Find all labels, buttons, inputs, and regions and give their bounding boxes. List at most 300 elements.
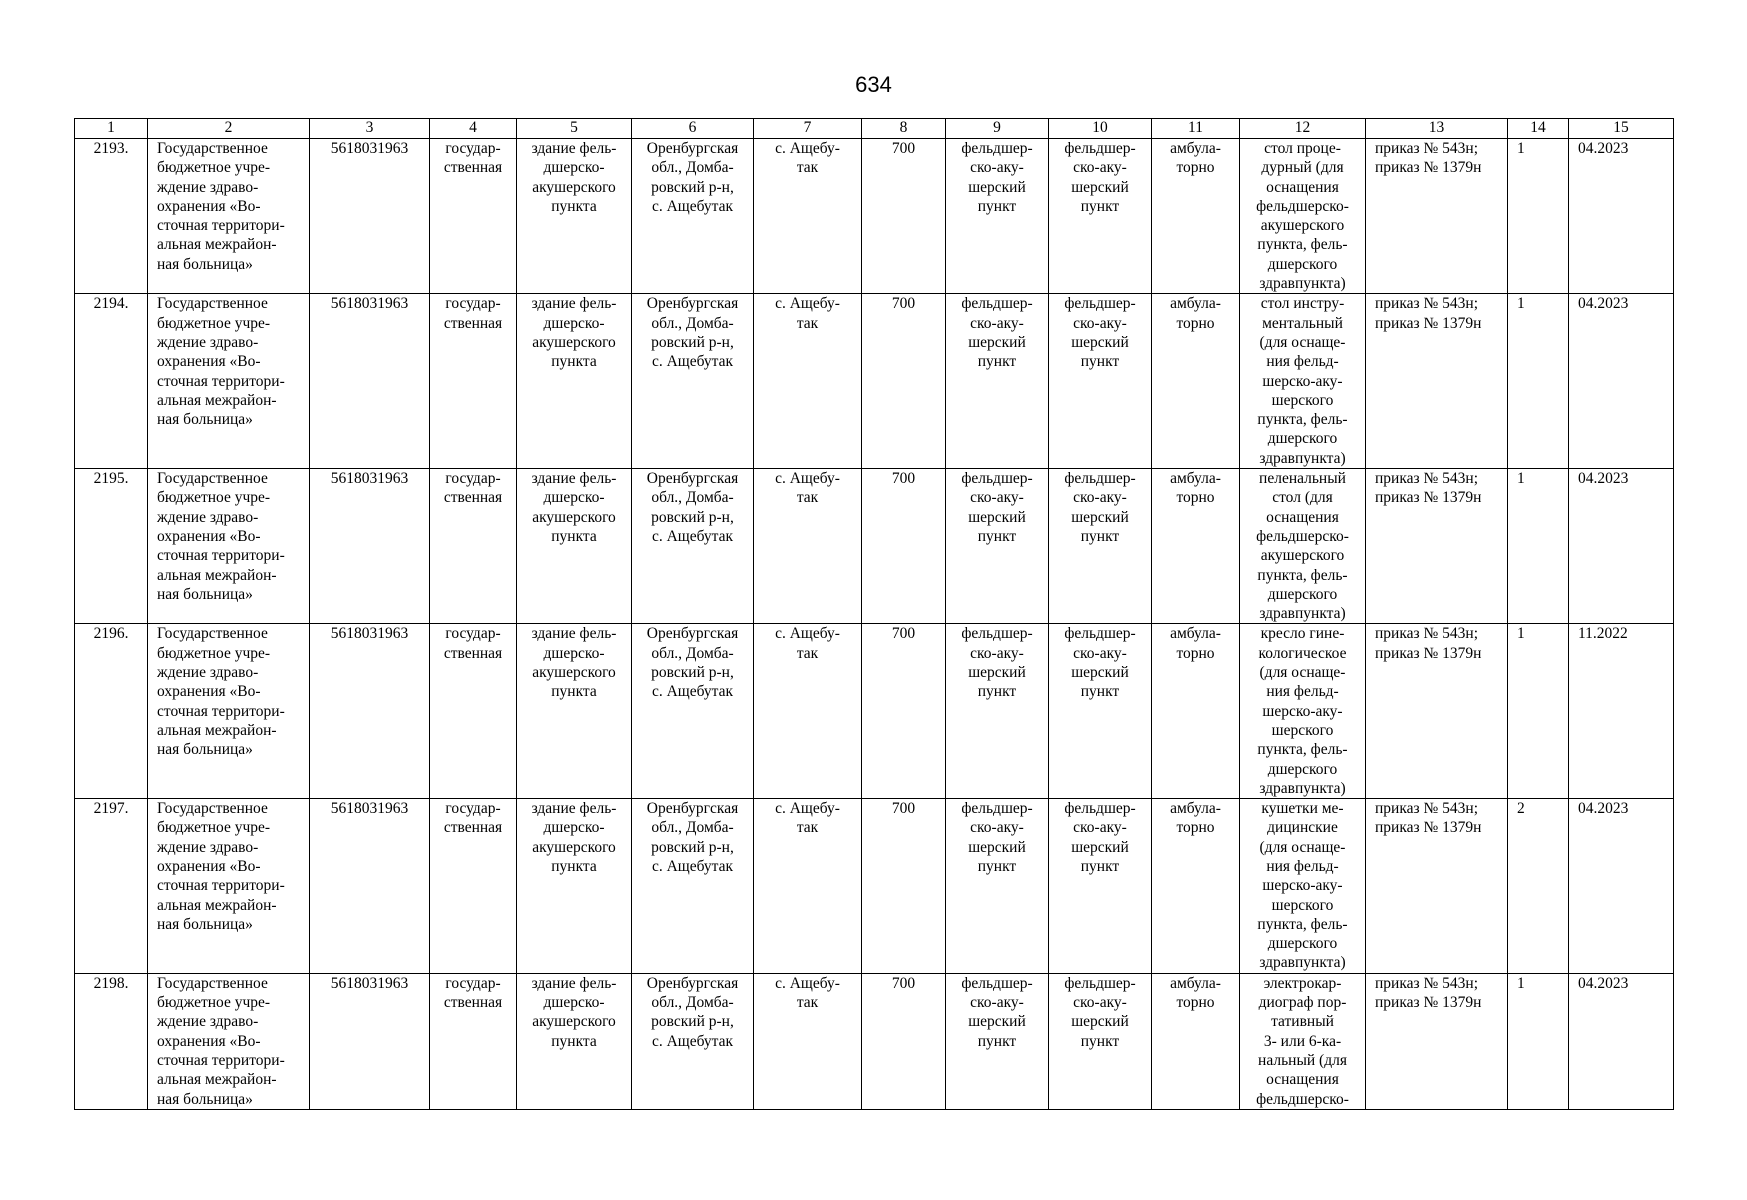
facility-type-line: пункт (977, 527, 1017, 545)
equipment-cell (1240, 973, 1366, 1109)
locality-line: с. Ащебу- (775, 470, 840, 488)
equipment-line: дшерского (1267, 935, 1338, 953)
facility-type-line: пункт (977, 857, 1017, 875)
address-line: Оренбургская (646, 470, 739, 488)
building-line: акушерского (532, 178, 616, 196)
organization-line: сточная территори- (157, 702, 285, 720)
table-row (75, 624, 1674, 799)
facility-subtype-line: фельдшер- (1064, 625, 1136, 643)
column-header-9: 9 (946, 119, 1049, 139)
organization-line: ждение здраво- (157, 838, 259, 856)
population-cell: 700 (862, 973, 946, 1109)
equipment-line: (для оснаще- (1259, 838, 1346, 856)
care-form-cell (1152, 469, 1240, 624)
equipment-line: здравпункта) (1259, 449, 1346, 467)
equipment-line: дурный (для (1261, 159, 1344, 177)
locality-cell (754, 973, 862, 1109)
ownership-cell (430, 469, 517, 624)
address-line: ровский р-н, (651, 178, 734, 196)
facility-subtype-line: пункт (1080, 1032, 1120, 1050)
facility-type-line: ско-аку- (970, 314, 1024, 332)
inn-cell: 5618031963 (310, 139, 430, 294)
record-number-cell: 2193. (75, 139, 148, 294)
building-cell (517, 469, 632, 624)
equipment-line: дшерского (1267, 430, 1338, 448)
ownership-cell (430, 973, 517, 1109)
building-line: пункта (551, 353, 597, 371)
facility-type-line: фельдшер- (961, 295, 1033, 313)
column-header-13: 13 (1366, 119, 1508, 139)
building-line: здание фель- (531, 974, 617, 992)
organization-line: бюджетное учре- (157, 819, 271, 837)
facility-subtype-line: фельдшер- (1064, 470, 1136, 488)
equipment-line: шерского (1271, 721, 1334, 739)
locality-line: так (796, 159, 819, 177)
population-cell: 700 (862, 139, 946, 294)
equipment-line: оснащения (1266, 1071, 1339, 1089)
organization-line: ная больница» (157, 1090, 253, 1108)
building-cell (517, 799, 632, 974)
facility-type-cell (946, 294, 1049, 469)
care-form-line: амбула- (1170, 140, 1221, 157)
column-header-15: 15 (1569, 119, 1674, 139)
organization-cell (148, 799, 310, 974)
equipment-line: здравпункта) (1259, 779, 1346, 797)
equipment-line: дшерского (1267, 255, 1338, 273)
ownership-line: ственная (443, 644, 503, 662)
building-cell (517, 624, 632, 799)
organization-line: охранения «Во- (157, 197, 261, 215)
record-number-cell: 2194. (75, 294, 148, 469)
organization-line: охранения «Во- (157, 527, 261, 545)
care-form-cell (1152, 139, 1240, 294)
building-cell (517, 139, 632, 294)
organization-line: охранения «Во- (157, 857, 261, 875)
table-row (75, 139, 1674, 294)
ownership-line: ственная (443, 159, 503, 177)
column-header-11: 11 (1152, 119, 1240, 139)
equipment-line: пункта, фель- (1257, 741, 1348, 759)
record-number-cell: 2197. (75, 799, 148, 974)
equipment-line: ния фельд- (1266, 683, 1339, 701)
facility-subtype-cell (1049, 139, 1152, 294)
equipment-cell (1240, 294, 1366, 469)
equipment-line: ния фельд- (1266, 857, 1339, 875)
facility-subtype-line: пункт (1080, 857, 1120, 875)
table-body (75, 139, 1674, 1110)
building-line: дшерско- (543, 314, 605, 332)
organization-cell (148, 139, 310, 294)
address-line: обл., Домба- (651, 489, 734, 507)
equipment-line: кологическое (1258, 644, 1347, 662)
organization-line: альная межрайон- (157, 391, 277, 409)
care-form-cell (1152, 624, 1240, 799)
locality-line: так (796, 994, 819, 1012)
facility-type-line: пункт (977, 1032, 1017, 1050)
equipment-line: оснащения (1266, 508, 1339, 526)
building-line: пункта (551, 683, 597, 701)
organization-line: Государственное (157, 974, 268, 992)
facility-subtype-line: шерский (1071, 1013, 1129, 1031)
quantity-cell: 2 (1508, 799, 1569, 974)
orders-line: приказ № 543н; (1375, 974, 1479, 992)
equipment-line: стол инстру- (1260, 295, 1345, 313)
column-header-2: 2 (148, 119, 310, 139)
facility-type-line: пункт (977, 353, 1017, 371)
organization-line: сточная территори- (157, 372, 285, 390)
orders-cell (1366, 294, 1508, 469)
locality-line: с. Ащебу- (775, 295, 840, 313)
locality-cell (754, 799, 862, 974)
organization-line: Государственное (157, 470, 268, 488)
facility-subtype-line: ско-аку- (1073, 314, 1127, 332)
equipment-line: дицинские (1267, 819, 1338, 837)
facility-type-line: ско-аку- (970, 644, 1024, 662)
facility-type-line: пункт (977, 683, 1017, 701)
address-cell (632, 799, 754, 974)
orders-line: приказ № 543н; (1375, 800, 1479, 818)
organization-line: сточная территори- (157, 1051, 285, 1069)
column-header-14: 14 (1508, 119, 1569, 139)
record-number-cell: 2196. (75, 624, 148, 799)
building-cell (517, 973, 632, 1109)
address-line: обл., Домба- (651, 159, 734, 177)
facility-type-line: фельдшер- (961, 974, 1033, 992)
organization-line: ждение здраво- (157, 333, 259, 351)
population-cell: 700 (862, 799, 946, 974)
organization-line: бюджетное учре- (157, 489, 271, 507)
building-line: здание фель- (531, 140, 617, 157)
locality-line: так (796, 644, 819, 662)
facility-type-line: ско-аку- (970, 489, 1024, 507)
facility-subtype-line: фельдшер- (1064, 800, 1136, 818)
building-line: здание фель- (531, 295, 617, 313)
organization-line: ждение здраво- (157, 178, 259, 196)
organization-line: альная межрайон- (157, 566, 277, 584)
orders-line: приказ № 1379н (1375, 489, 1482, 507)
orders-line: приказ № 1379н (1375, 159, 1482, 177)
equipment-line: электрокар- (1263, 974, 1342, 992)
facility-type-cell (946, 139, 1049, 294)
organization-line: ждение здраво- (157, 664, 259, 682)
facility-type-line: фельдшер- (961, 140, 1033, 157)
equipment-line: тативный (1271, 1013, 1334, 1031)
building-line: здание фель- (531, 800, 617, 818)
inn-cell: 5618031963 (310, 469, 430, 624)
date-cell: 11.2022 (1569, 624, 1674, 799)
orders-cell (1366, 139, 1508, 294)
building-line: дшерско- (543, 819, 605, 837)
care-form-line: торно (1176, 994, 1215, 1012)
organization-line: бюджетное учре- (157, 314, 271, 332)
equipment-line: пункта, фель- (1257, 411, 1348, 429)
facility-type-cell (946, 624, 1049, 799)
table-row (75, 469, 1674, 624)
organization-line: ная больница» (157, 255, 253, 273)
facility-subtype-line: шерский (1071, 178, 1129, 196)
equipment-line: пункта, фель- (1257, 236, 1348, 254)
orders-line: приказ № 1379н (1375, 819, 1482, 837)
building-line: дшерско- (543, 489, 605, 507)
orders-cell (1366, 973, 1508, 1109)
column-header-1: 1 (75, 119, 148, 139)
column-header-4: 4 (430, 119, 517, 139)
orders-line: приказ № 543н; (1375, 470, 1479, 488)
care-form-line: торно (1176, 314, 1215, 332)
table-row (75, 799, 1674, 974)
facility-type-line: шерский (968, 178, 1026, 196)
population-cell: 700 (862, 294, 946, 469)
locality-line: так (796, 314, 819, 332)
column-header-7: 7 (754, 119, 862, 139)
equipment-line: нальный (для (1258, 1051, 1347, 1069)
facility-subtype-cell (1049, 973, 1152, 1109)
facility-type-line: фельдшер- (961, 800, 1033, 818)
equipment-line: шерского (1271, 896, 1334, 914)
address-line: ровский р-н, (651, 1013, 734, 1031)
address-line: обл., Домба- (651, 314, 734, 332)
organization-line: сточная территори- (157, 877, 285, 895)
inn-cell: 5618031963 (310, 294, 430, 469)
building-line: здание фель- (531, 470, 617, 488)
organization-line: охранения «Во- (157, 683, 261, 701)
column-header-5: 5 (517, 119, 632, 139)
organization-line: бюджетное учре- (157, 644, 271, 662)
ownership-cell (430, 139, 517, 294)
equipment-cell (1240, 624, 1366, 799)
building-line: дшерско- (543, 994, 605, 1012)
equipment-line: (для оснаще- (1259, 664, 1346, 682)
ownership-line: государ- (445, 625, 501, 643)
table-row (75, 294, 1674, 469)
date-cell: 04.2023 (1569, 139, 1674, 294)
ownership-line: государ- (445, 140, 501, 157)
organization-line: ная больница» (157, 411, 253, 429)
organization-line: ная больница» (157, 585, 253, 603)
organization-cell (148, 624, 310, 799)
address-line: обл., Домба- (651, 994, 734, 1012)
inn-cell: 5618031963 (310, 624, 430, 799)
building-line: акушерского (532, 664, 616, 682)
organization-line: Государственное (157, 625, 268, 643)
equipment-line: шерско-аку- (1262, 702, 1343, 720)
equipment-line: пункта, фель- (1257, 566, 1348, 584)
address-cell (632, 624, 754, 799)
equipment-line: шерско-аку- (1262, 877, 1343, 895)
orders-cell (1366, 799, 1508, 974)
organization-line: бюджетное учре- (157, 994, 271, 1012)
address-line: с. Ащебутак (651, 683, 734, 701)
column-header-10: 10 (1049, 119, 1152, 139)
record-number-cell: 2198. (75, 973, 148, 1109)
orders-cell (1366, 624, 1508, 799)
facility-subtype-cell (1049, 624, 1152, 799)
organization-line: сточная территори- (157, 217, 285, 235)
equipment-line: ния фельд- (1266, 353, 1339, 371)
facility-type-line: ско-аку- (970, 994, 1024, 1012)
facility-type-cell (946, 799, 1049, 974)
facility-subtype-line: пункт (1080, 197, 1120, 215)
equipment-cell (1240, 799, 1366, 974)
facility-type-line: ско-аку- (970, 819, 1024, 837)
building-line: акушерского (532, 838, 616, 856)
address-line: с. Ащебутак (651, 857, 734, 875)
facility-subtype-line: ско-аку- (1073, 819, 1127, 837)
facility-subtype-line: ско-аку- (1073, 159, 1127, 177)
address-line: Оренбургская (646, 295, 739, 313)
facility-subtype-cell (1049, 294, 1152, 469)
building-cell (517, 294, 632, 469)
orders-line: приказ № 1379н (1375, 644, 1482, 662)
locality-line: так (796, 819, 819, 837)
address-line: Оренбургская (646, 974, 739, 992)
address-line: Оренбургская (646, 800, 739, 818)
facility-subtype-line: фельдшер- (1064, 295, 1136, 313)
registry-table (74, 118, 1674, 1110)
facility-type-line: ско-аку- (970, 159, 1024, 177)
address-cell (632, 139, 754, 294)
orders-line: приказ № 543н; (1375, 295, 1479, 313)
building-line: здание фель- (531, 625, 617, 643)
care-form-line: амбула- (1170, 800, 1221, 818)
facility-subtype-line: ско-аку- (1073, 489, 1127, 507)
locality-cell (754, 139, 862, 294)
address-cell (632, 469, 754, 624)
organization-line: альная межрайон- (157, 721, 277, 739)
quantity-cell: 1 (1508, 624, 1569, 799)
page-number: 634 (855, 72, 892, 97)
organization-cell (148, 294, 310, 469)
locality-line: с. Ащебу- (775, 625, 840, 643)
address-cell (632, 973, 754, 1109)
care-form-line: амбула- (1170, 295, 1221, 313)
record-number-cell: 2195. (75, 469, 148, 624)
address-line: Оренбургская (646, 625, 739, 643)
facility-subtype-line: ско-аку- (1073, 994, 1127, 1012)
organization-line: ждение здраво- (157, 1013, 259, 1031)
facility-subtype-line: шерский (1071, 333, 1129, 351)
care-form-line: амбула- (1170, 625, 1221, 643)
facility-subtype-cell (1049, 799, 1152, 974)
equipment-line: 3- или 6-ка- (1263, 1032, 1342, 1050)
equipment-line: здравпункта) (1259, 605, 1346, 623)
care-form-cell (1152, 799, 1240, 974)
date-cell: 04.2023 (1569, 799, 1674, 974)
inn-cell: 5618031963 (310, 973, 430, 1109)
address-line: ровский р-н, (651, 333, 734, 351)
organization-line: альная межрайон- (157, 896, 277, 914)
facility-type-line: шерский (968, 508, 1026, 526)
ownership-line: государ- (445, 800, 501, 818)
facility-subtype-line: фельдшер- (1064, 974, 1136, 992)
facility-type-line: фельдшер- (961, 625, 1033, 643)
equipment-line: здравпункта) (1259, 954, 1346, 972)
date-cell: 04.2023 (1569, 973, 1674, 1109)
orders-line: приказ № 1379н (1375, 314, 1482, 332)
organization-line: Государственное (157, 295, 268, 313)
orders-line: приказ № 543н; (1375, 140, 1479, 157)
equipment-line: кресло гине- (1260, 625, 1345, 643)
address-line: ровский р-н, (651, 838, 734, 856)
ownership-line: ственная (443, 819, 503, 837)
equipment-line: пункта, фель- (1257, 915, 1348, 933)
ownership-line: ственная (443, 314, 503, 332)
care-form-cell (1152, 973, 1240, 1109)
facility-type-cell (946, 469, 1049, 624)
population-cell: 700 (862, 624, 946, 799)
building-line: пункта (551, 1032, 597, 1050)
equipment-line: шерско-аку- (1262, 372, 1343, 390)
care-form-line: торно (1176, 489, 1215, 507)
care-form-line: торно (1176, 644, 1215, 662)
equipment-line: оснащения (1266, 178, 1339, 196)
facility-subtype-line: шерский (1071, 664, 1129, 682)
organization-line: альная межрайон- (157, 1071, 277, 1089)
orders-line: приказ № 1379н (1375, 994, 1482, 1012)
facility-subtype-line: шерский (1071, 508, 1129, 526)
care-form-line: амбула- (1170, 974, 1221, 992)
quantity-cell: 1 (1508, 973, 1569, 1109)
facility-subtype-line: пункт (1080, 683, 1120, 701)
ownership-line: государ- (445, 295, 501, 313)
column-header-8: 8 (862, 119, 946, 139)
address-line: ровский р-н, (651, 508, 734, 526)
equipment-line: акушерского (1260, 547, 1345, 565)
organization-line: охранения «Во- (157, 353, 261, 371)
ownership-cell (430, 799, 517, 974)
ownership-line: государ- (445, 974, 501, 992)
table-row (75, 973, 1674, 1109)
ownership-cell (430, 294, 517, 469)
building-line: пункта (551, 527, 597, 545)
facility-type-line: шерский (968, 838, 1026, 856)
equipment-line: фельдшерско- (1256, 527, 1349, 545)
ownership-cell (430, 624, 517, 799)
building-line: дшерско- (543, 644, 605, 662)
facility-type-line: фельдшер- (961, 470, 1033, 488)
locality-line: с. Ащебу- (775, 800, 840, 818)
ownership-line: ственная (443, 489, 503, 507)
column-header-6: 6 (632, 119, 754, 139)
organization-line: альная межрайон- (157, 236, 277, 254)
organization-line: Государственное (157, 800, 268, 818)
building-line: акушерского (532, 1013, 616, 1031)
column-header-12: 12 (1240, 119, 1366, 139)
address-cell (632, 294, 754, 469)
orders-cell (1366, 469, 1508, 624)
facility-subtype-line: шерский (1071, 838, 1129, 856)
quantity-cell: 1 (1508, 294, 1569, 469)
equipment-line: дшерского (1267, 760, 1338, 778)
equipment-line: фельдшерско- (1256, 1090, 1349, 1108)
organization-line: Государственное (157, 140, 268, 157)
care-form-cell (1152, 294, 1240, 469)
building-line: пункта (551, 857, 597, 875)
equipment-line: ментальный (1262, 314, 1343, 332)
building-line: акушерского (532, 333, 616, 351)
date-cell: 04.2023 (1569, 294, 1674, 469)
equipment-cell (1240, 139, 1366, 294)
ownership-line: ственная (443, 994, 503, 1012)
facility-type-line: пункт (977, 197, 1017, 215)
locality-line: так (796, 489, 819, 507)
population-cell: 700 (862, 469, 946, 624)
care-form-line: амбула- (1170, 470, 1221, 488)
address-line: обл., Домба- (651, 644, 734, 662)
locality-cell (754, 294, 862, 469)
quantity-cell: 1 (1508, 139, 1569, 294)
equipment-line: кушетки ме- (1261, 800, 1344, 818)
